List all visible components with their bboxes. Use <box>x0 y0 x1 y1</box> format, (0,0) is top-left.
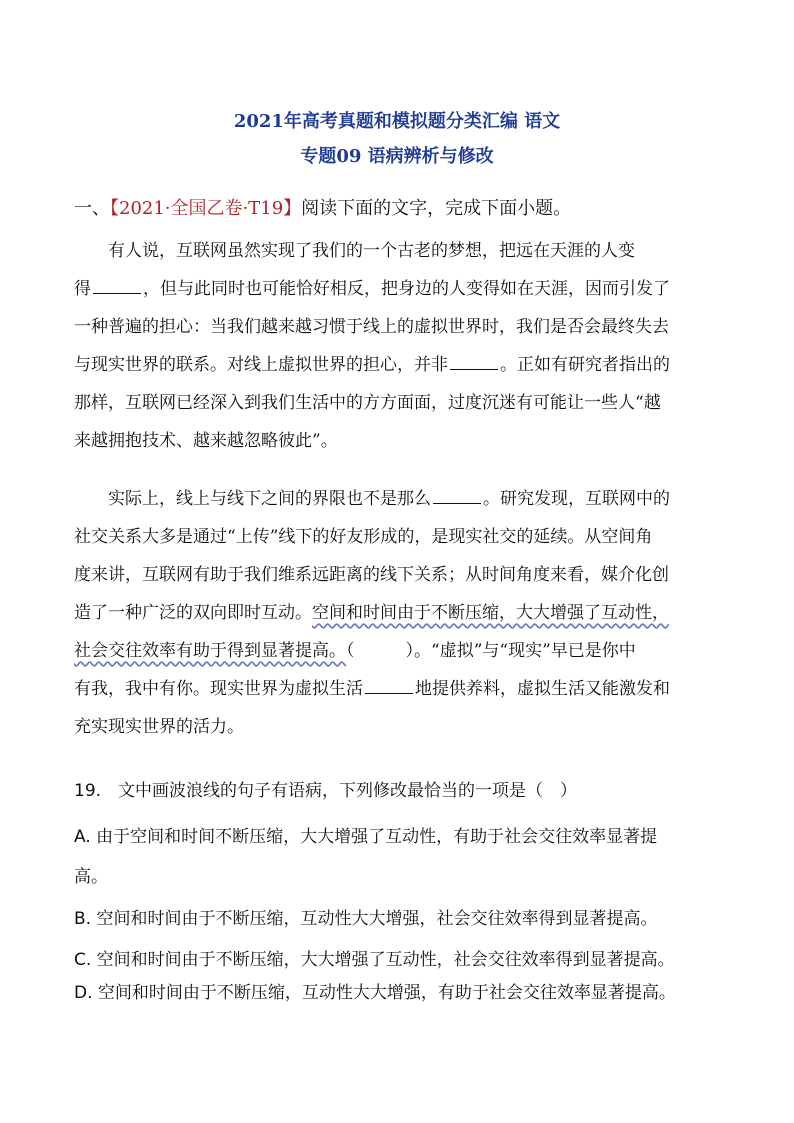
passage-line: 有我，我中有你。现实世界为虚拟生活 地提供养料，虚拟生活又能激发和 <box>74 679 670 699</box>
passage-line: 社交关系大多是通过“上传”线下的好友形成的，是现实社交的延续。从空间角 <box>74 527 653 547</box>
passage-line: 与现实世界的联系。对线上虚拟世界的担心，并非 。正如有研究者指出的 <box>74 355 670 375</box>
passage-line: 有人说，互联网虽然实现了我们的一个古老的梦想，把远在天涯的人变 <box>108 241 635 261</box>
passage-paragraph-1 <box>74 232 722 460</box>
passage-line: 社会交往效率有助于得到显著提高。（ ）。“虚拟”与“现实”早已是你中 <box>74 641 636 661</box>
passage-paragraph-2 <box>74 480 722 746</box>
question-number: 一、 <box>74 198 110 219</box>
option-a-continued: 高。 <box>74 867 108 887</box>
option-b: B. 空间和时间由于不断压缩，互动性大大增强，社会交往效率得到显著提高。 <box>74 909 658 929</box>
fill-blank <box>433 502 481 504</box>
passage-line: 充实现实世界的活力。 <box>74 717 244 737</box>
fill-blank <box>93 292 141 294</box>
question-stem: 19. 文中画波浪线的句子有语病，下列修改最恰当的一项是（ ） <box>74 781 578 801</box>
option-c: C. 空间和时间由于不断压缩，大大增强了互动性，社会交往效率得到显著提高。 <box>74 950 675 970</box>
option-d: D. 空间和时间由于不断压缩，互动性大大增强，有助于社会交往效率显著提高。 <box>74 983 676 1003</box>
fill-blank <box>450 368 498 370</box>
passage-line: 度来讲，互联网有助于我们维系远距离的线下关系；从时间角度来看，媒介化创 <box>74 565 669 585</box>
option-a: A. 由于空间和时间不断压缩，大大增强了互动性，有助于社会交往效率显著提 <box>74 827 658 847</box>
passage-line: 那样，互联网已经深入到我们生活中的方方面面，过度沉迷有可能让一些人“越 <box>74 393 661 413</box>
wavy-underlined-sentence: 空间和时间由于不断压缩，大大增强了互动性， <box>312 603 669 623</box>
question-header <box>74 194 571 220</box>
document-subtitle: 专题09 语病辨析与修改 <box>300 146 494 167</box>
fill-blank <box>365 692 413 694</box>
passage-line: 来越拥抱技术、越来越忽略彼此”。 <box>74 431 338 451</box>
wavy-underlined-sentence: 社会交往效率有助于得到显著提高。 <box>74 641 346 661</box>
document-title: 2021年高考真题和模拟题分类汇编 语文 <box>233 111 561 132</box>
passage-line: 造了一种广泛的双向即时互动。空间和时间由于不断压缩，大大增强了互动性， <box>74 603 669 623</box>
passage-line: 一种普遍的担心：当我们越来越习惯于线上的虚拟世界时，我们是否会最终失去 <box>74 317 669 337</box>
question-source: 【2021·全国乙卷·T19】 <box>110 198 302 219</box>
passage-line: 得 ，但与此同时也可能恰好相反，把身边的人变得如在天涯，因而引发了 <box>74 279 670 299</box>
passage-line: 实际上，线上与线下之间的界限也不是那么 。研究发现，互联网中的 <box>108 489 670 509</box>
question-instruction: 阅读下面的文字，完成下面小题。 <box>301 198 572 219</box>
